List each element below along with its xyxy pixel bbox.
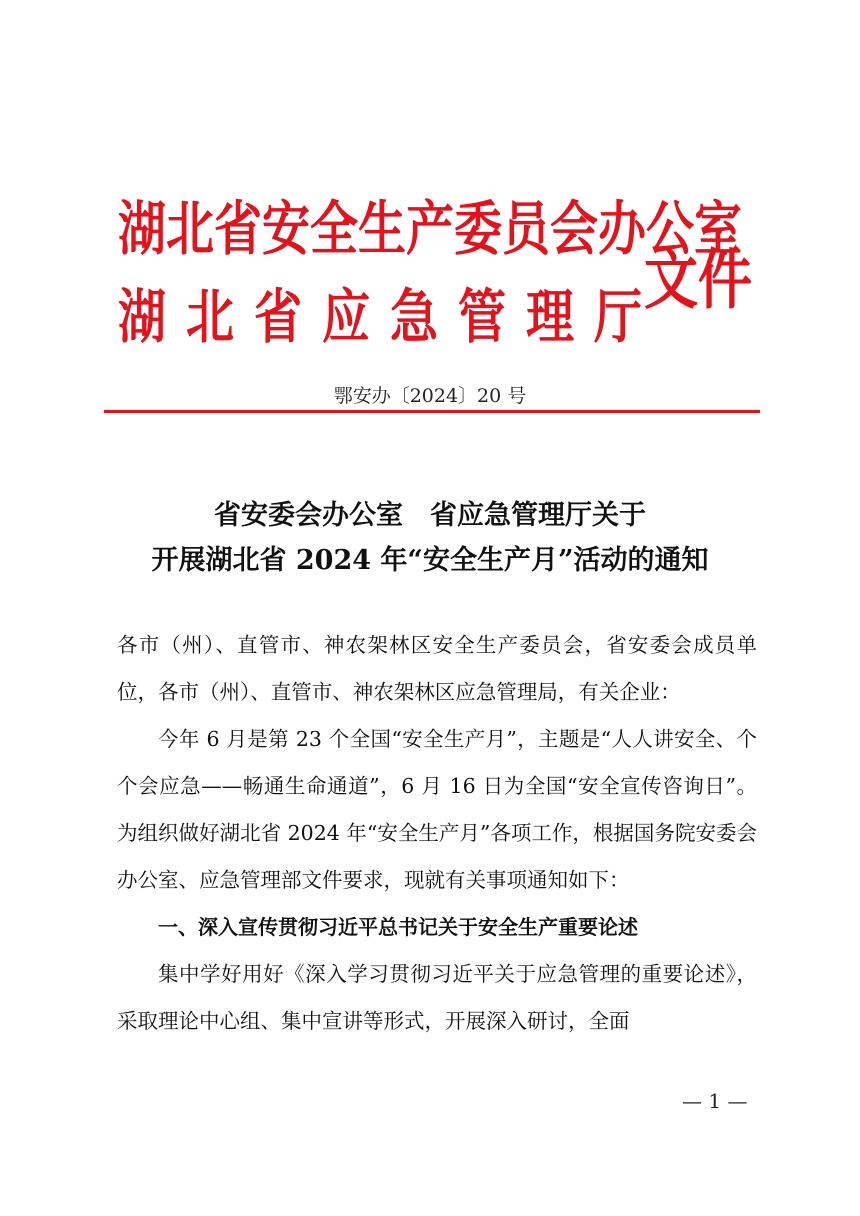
intro-paragraph: 今年 6 月是第 23 个全国“安全生产月”，主题是“人人讲安全、个个会应急——畅通生命通道”，6 月 16 日为全国“安全宣传咨询日”。为组织做好湖北省 2024 年“安全生产月”各项工作，根据国务院安委会办公室、应急管理部文件要求，现就有关事项通知如下： <box>117 727 757 892</box>
issuer-line-safety-committee: 湖北省安全生产委员会办公室 <box>118 195 743 264</box>
section-heading-1: 一、深入宣传贯彻习近平总书记关于安全生产重要论述 <box>158 915 638 939</box>
document-header <box>118 192 758 372</box>
issuer-line-emergency-department: 湖北省应急管理厅 <box>118 283 663 352</box>
document-body <box>117 622 757 1045</box>
recipients-paragraph: 各市（州）、直管市、神农架林区安全生产委员会，省安委会成员单位，各市（州）、直管市、神农架林区应急管理局，有关企业： <box>117 633 757 704</box>
red-divider-line <box>104 410 760 413</box>
document-title-line-1: 省安委会办公室 省应急管理厅关于 <box>214 500 646 531</box>
document-number: 鄂安办〔2024〕20 号 <box>333 385 527 407</box>
page-number: — 1 — <box>682 1089 748 1113</box>
document-title-line-2: 开展湖北省 2024 年“安全生产月”活动的通知 <box>151 545 709 576</box>
section-1-paragraph: 集中学好用好《深入学习贯彻习近平关于应急管理的重要论述》，采取理论中心组、集中宣讲等形式，开展深入研讨，全面 <box>117 962 757 1033</box>
document-type-label: 文件 <box>644 242 752 318</box>
